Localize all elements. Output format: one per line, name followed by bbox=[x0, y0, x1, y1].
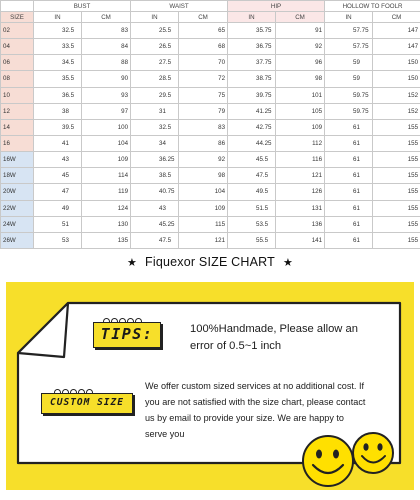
measure-in-cell: 39.5 bbox=[34, 119, 82, 135]
measure-in-cell: 61 bbox=[325, 168, 373, 184]
measure-in-cell: 61 bbox=[325, 135, 373, 151]
star-icon: ★ bbox=[126, 257, 137, 269]
measure-cm-cell: 155 bbox=[373, 119, 420, 135]
measure-in-cell: 61 bbox=[325, 200, 373, 216]
measure-in-cell: 53 bbox=[34, 232, 82, 248]
measure-cm-cell: 84 bbox=[82, 39, 131, 55]
measure-cm-cell: 83 bbox=[82, 23, 131, 39]
smiley-face-icon bbox=[303, 436, 353, 486]
table-row bbox=[1, 152, 420, 168]
measure-in-cell: 39.75 bbox=[228, 87, 276, 103]
measure-cm-cell: 93 bbox=[82, 87, 131, 103]
measure-in-cell: 26.5 bbox=[131, 39, 179, 55]
measure-in-cell: 61 bbox=[325, 216, 373, 232]
measure-cm-cell: 100 bbox=[82, 119, 131, 135]
measure-in-cell: 37.75 bbox=[228, 55, 276, 71]
measure-in-cell: 45.5 bbox=[228, 152, 276, 168]
size-chart-table bbox=[0, 0, 420, 249]
measure-cm-cell: 152 bbox=[373, 103, 420, 119]
table-row bbox=[1, 184, 420, 200]
size-cell: 02 bbox=[1, 23, 34, 39]
measure-cm-cell: 116 bbox=[276, 152, 325, 168]
bust-group-header: BUST bbox=[34, 1, 131, 12]
table-row bbox=[1, 103, 420, 119]
measure-cm-cell: 98 bbox=[179, 168, 228, 184]
measure-in-cell: 47 bbox=[34, 184, 82, 200]
measure-in-cell: 61 bbox=[325, 152, 373, 168]
size-group-header bbox=[1, 1, 34, 12]
measure-cm-cell: 88 bbox=[82, 55, 131, 71]
measure-in-cell: 44.25 bbox=[228, 135, 276, 151]
measure-in-cell: 59.75 bbox=[325, 87, 373, 103]
hollow-to-floor-group-header: HOLLOW TO FOOLR bbox=[325, 1, 420, 12]
measure-in-cell: 36.5 bbox=[34, 87, 82, 103]
table-row bbox=[1, 200, 420, 216]
measure-in-cell: 27.5 bbox=[131, 55, 179, 71]
size-cell: 18W bbox=[1, 168, 34, 184]
table-row bbox=[1, 87, 420, 103]
measure-cm-cell: 92 bbox=[179, 152, 228, 168]
tips-card bbox=[0, 273, 420, 500]
measure-cm-cell: 121 bbox=[276, 168, 325, 184]
measure-in-cell: 25.5 bbox=[131, 23, 179, 39]
measure-cm-cell: 101 bbox=[276, 87, 325, 103]
size-cell: 16W bbox=[1, 152, 34, 168]
table-row bbox=[1, 39, 420, 55]
measure-cm-cell: 126 bbox=[276, 184, 325, 200]
measure-cm-cell: 104 bbox=[179, 184, 228, 200]
waist-group-header: WAIST bbox=[131, 1, 228, 12]
measure-in-cell: 45.25 bbox=[131, 216, 179, 232]
measure-in-cell: 47.5 bbox=[228, 168, 276, 184]
size-cell: 16 bbox=[1, 135, 34, 151]
table-row bbox=[1, 232, 420, 248]
waist-cm-header: CM bbox=[179, 12, 228, 23]
measure-cm-cell: 109 bbox=[179, 200, 228, 216]
measure-in-cell: 55.5 bbox=[228, 232, 276, 248]
size-column-header: SIZE bbox=[1, 12, 34, 23]
size-cell: 24W bbox=[1, 216, 34, 232]
bust-in-header: IN bbox=[34, 12, 82, 23]
measure-cm-cell: 68 bbox=[179, 39, 228, 55]
hollow-in-header: IN bbox=[325, 12, 373, 23]
measure-cm-cell: 155 bbox=[373, 168, 420, 184]
measure-in-cell: 49.5 bbox=[228, 184, 276, 200]
measure-in-cell: 35.5 bbox=[34, 71, 82, 87]
table-row bbox=[1, 216, 420, 232]
measure-cm-cell: 150 bbox=[373, 55, 420, 71]
measure-in-cell: 53.5 bbox=[228, 216, 276, 232]
measure-in-cell: 42.75 bbox=[228, 119, 276, 135]
measure-cm-cell: 109 bbox=[82, 152, 131, 168]
measure-in-cell: 45 bbox=[34, 168, 82, 184]
measure-cm-cell: 124 bbox=[82, 200, 131, 216]
table-row bbox=[1, 135, 420, 151]
measure-in-cell: 41 bbox=[34, 135, 82, 151]
size-cell: 14 bbox=[1, 119, 34, 135]
measure-in-cell: 34.5 bbox=[34, 55, 82, 71]
table-row bbox=[1, 168, 420, 184]
measure-in-cell: 36.75 bbox=[228, 39, 276, 55]
measure-cm-cell: 114 bbox=[82, 168, 131, 184]
measure-cm-cell: 150 bbox=[373, 71, 420, 87]
measure-in-cell: 57.75 bbox=[325, 39, 373, 55]
measure-cm-cell: 135 bbox=[82, 232, 131, 248]
measure-in-cell: 59.75 bbox=[325, 103, 373, 119]
measure-cm-cell: 104 bbox=[82, 135, 131, 151]
measure-in-cell: 38.75 bbox=[228, 71, 276, 87]
measure-in-cell: 51.5 bbox=[228, 200, 276, 216]
measure-in-cell: 38.5 bbox=[131, 168, 179, 184]
size-cell: 06 bbox=[1, 55, 34, 71]
measure-cm-cell: 155 bbox=[373, 232, 420, 248]
measure-in-cell: 47.5 bbox=[131, 232, 179, 248]
tips-label-tag: TIPS: bbox=[93, 322, 161, 348]
measure-in-cell: 29.5 bbox=[131, 87, 179, 103]
measure-cm-cell: 72 bbox=[179, 71, 228, 87]
measure-in-cell: 57.75 bbox=[325, 23, 373, 39]
waist-in-header: IN bbox=[131, 12, 179, 23]
measure-cm-cell: 147 bbox=[373, 39, 420, 55]
measure-in-cell: 33.5 bbox=[34, 39, 82, 55]
measure-in-cell: 38 bbox=[34, 103, 82, 119]
size-cell: 08 bbox=[1, 71, 34, 87]
table-row bbox=[1, 71, 420, 87]
measure-in-cell: 32.5 bbox=[34, 23, 82, 39]
size-cell: 04 bbox=[1, 39, 34, 55]
tips-message: 100%Handmade, Please allow an error of 0.5~1 inch bbox=[190, 323, 358, 352]
measure-cm-cell: 75 bbox=[179, 87, 228, 103]
measure-in-cell: 43 bbox=[34, 152, 82, 168]
measure-cm-cell: 130 bbox=[82, 216, 131, 232]
measure-in-cell: 49 bbox=[34, 200, 82, 216]
measure-cm-cell: 155 bbox=[373, 216, 420, 232]
brand-title-text: Fiquexor SIZE CHART bbox=[145, 255, 275, 269]
measure-cm-cell: 96 bbox=[276, 55, 325, 71]
bust-cm-header: CM bbox=[82, 12, 131, 23]
measure-cm-cell: 121 bbox=[179, 232, 228, 248]
measure-cm-cell: 91 bbox=[276, 23, 325, 39]
measure-cm-cell: 155 bbox=[373, 184, 420, 200]
measure-cm-cell: 152 bbox=[373, 87, 420, 103]
table-group-header-row bbox=[1, 1, 420, 12]
measure-in-cell: 59 bbox=[325, 55, 373, 71]
measure-in-cell: 28.5 bbox=[131, 71, 179, 87]
size-cell: 10 bbox=[1, 87, 34, 103]
table-row bbox=[1, 119, 420, 135]
measure-cm-cell: 155 bbox=[373, 135, 420, 151]
measure-cm-cell: 147 bbox=[373, 23, 420, 39]
measure-in-cell: 61 bbox=[325, 119, 373, 135]
hip-in-header: IN bbox=[228, 12, 276, 23]
measure-in-cell: 32.5 bbox=[131, 119, 179, 135]
measure-cm-cell: 86 bbox=[179, 135, 228, 151]
measure-in-cell: 61 bbox=[325, 184, 373, 200]
measure-cm-cell: 136 bbox=[276, 216, 325, 232]
size-cell: 26W bbox=[1, 232, 34, 248]
measure-in-cell: 31 bbox=[131, 103, 179, 119]
measure-cm-cell: 115 bbox=[179, 216, 228, 232]
custom-size-label-tag: CUSTOM SIZE bbox=[41, 393, 133, 414]
measure-in-cell: 36.25 bbox=[131, 152, 179, 168]
hip-cm-header: CM bbox=[276, 12, 325, 23]
size-cell: 12 bbox=[1, 103, 34, 119]
measure-cm-cell: 112 bbox=[276, 135, 325, 151]
hip-group-header: HIP bbox=[228, 1, 325, 12]
measure-cm-cell: 79 bbox=[179, 103, 228, 119]
measure-cm-cell: 97 bbox=[82, 103, 131, 119]
measure-cm-cell: 141 bbox=[276, 232, 325, 248]
measure-in-cell: 43 bbox=[131, 200, 179, 216]
measure-cm-cell: 90 bbox=[82, 71, 131, 87]
custom-size-message: We offer custom sized services at no additional cost. If you are not satisfied with the size chart, please contact us by email to provide your size. We are happy to serve you bbox=[145, 381, 366, 439]
measure-cm-cell: 65 bbox=[179, 23, 228, 39]
measure-cm-cell: 155 bbox=[373, 152, 420, 168]
table-unit-header-row bbox=[1, 12, 420, 23]
measure-cm-cell: 109 bbox=[276, 119, 325, 135]
measure-in-cell: 61 bbox=[325, 232, 373, 248]
measure-cm-cell: 92 bbox=[276, 39, 325, 55]
measure-cm-cell: 131 bbox=[276, 200, 325, 216]
measure-in-cell: 40.75 bbox=[131, 184, 179, 200]
size-table-body bbox=[1, 23, 420, 249]
measure-cm-cell: 155 bbox=[373, 200, 420, 216]
star-icon: ★ bbox=[283, 257, 294, 269]
measure-in-cell: 51 bbox=[34, 216, 82, 232]
measure-cm-cell: 83 bbox=[179, 119, 228, 135]
measure-in-cell: 34 bbox=[131, 135, 179, 151]
measure-cm-cell: 119 bbox=[82, 184, 131, 200]
measure-cm-cell: 105 bbox=[276, 103, 325, 119]
table-row bbox=[1, 55, 420, 71]
hollow-cm-header: CM bbox=[373, 12, 420, 23]
measure-in-cell: 41.25 bbox=[228, 103, 276, 119]
table-row bbox=[1, 23, 420, 39]
size-cell: 20W bbox=[1, 184, 34, 200]
measure-cm-cell: 98 bbox=[276, 71, 325, 87]
brand-size-chart-heading bbox=[0, 255, 420, 269]
measure-cm-cell: 70 bbox=[179, 55, 228, 71]
measure-in-cell: 59 bbox=[325, 71, 373, 87]
measure-in-cell: 35.75 bbox=[228, 23, 276, 39]
size-cell: 22W bbox=[1, 200, 34, 216]
